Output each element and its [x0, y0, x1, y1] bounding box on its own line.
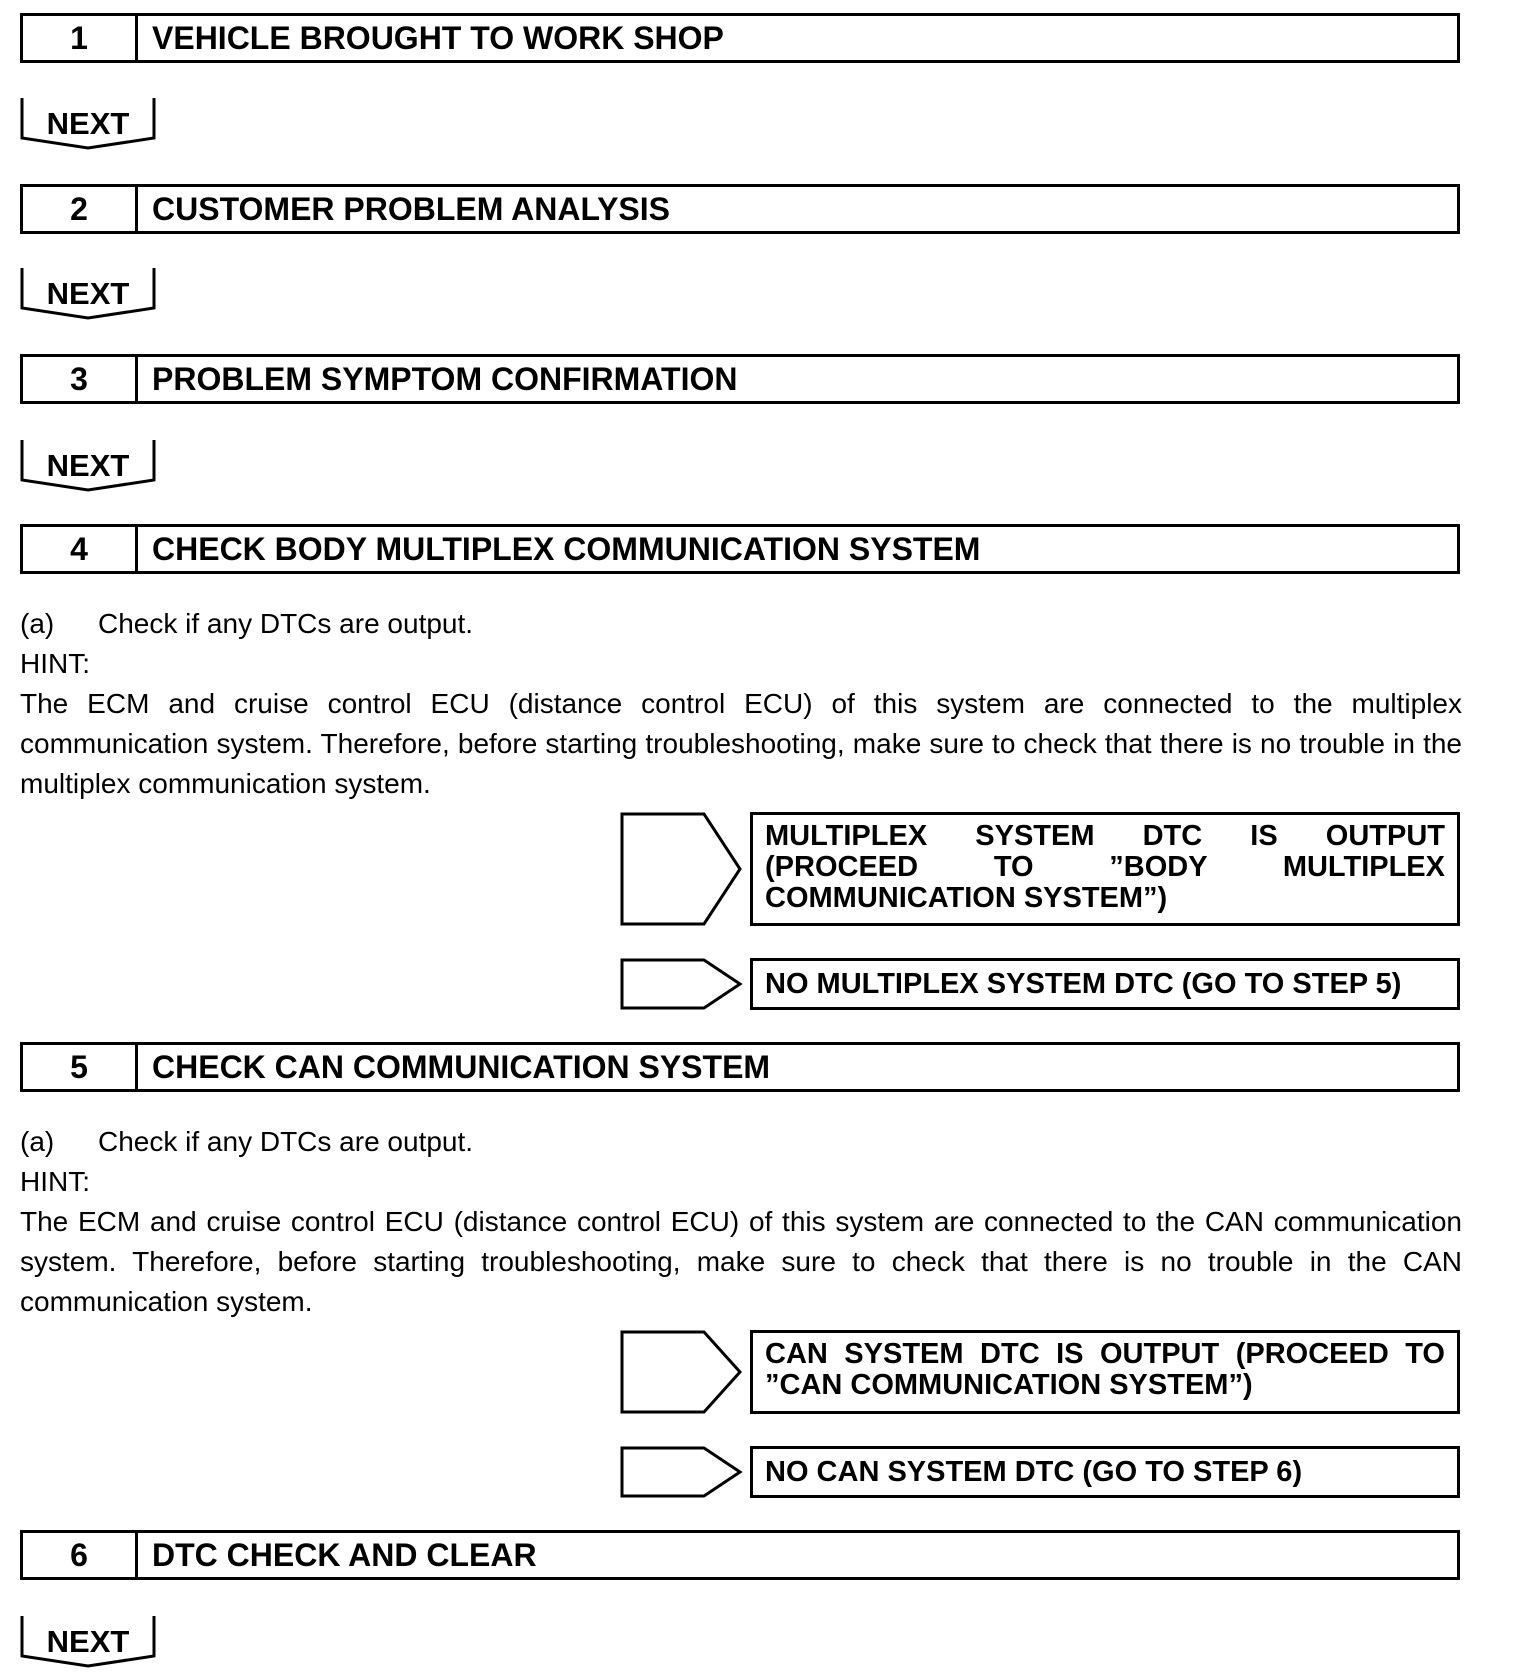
next-marker [20, 440, 156, 492]
step-3-header [20, 354, 1460, 404]
check-item [20, 604, 1462, 644]
item-text: Check if any DTCs are output. [98, 608, 474, 639]
result-text: MULTIPLEX SYSTEM DTC IS OUTPUT (PROCEED TO ”BODY MULTIPLEX COMMUNICATION SYSTEM”) [765, 820, 1445, 914]
item-label: (a) [20, 1126, 55, 1157]
step-title: CHECK BODY MULTIPLEX COMMUNICATION SYSTEM [152, 530, 981, 567]
step-1-header [20, 13, 1460, 63]
step-4-header [20, 524, 1460, 574]
result-arrow-icon [620, 812, 744, 926]
step-number: 1 [23, 16, 138, 60]
next-marker [20, 268, 156, 320]
next-label: NEXT [46, 276, 130, 311]
result-text: NO MULTIPLEX SYSTEM DTC (GO TO STEP 5) [765, 967, 1402, 1000]
step-title: CHECK CAN COMMUNICATION SYSTEM [152, 1048, 771, 1085]
step-2-header [20, 184, 1460, 234]
result-text: NO CAN SYSTEM DTC (GO TO STEP 6) [765, 1455, 1303, 1488]
next-label: NEXT [46, 1624, 130, 1659]
result-box-dtc-output [750, 812, 1460, 926]
item-text: Check if any DTCs are output. [98, 1126, 474, 1157]
step-5-body [20, 1122, 1462, 1322]
step-number: 6 [23, 1533, 138, 1577]
next-label: NEXT [46, 106, 130, 141]
step-number: 3 [23, 357, 138, 401]
step-title: DTC CHECK AND CLEAR [152, 1536, 537, 1573]
result-arrow-icon [620, 958, 744, 1010]
step-4-body [20, 604, 1462, 804]
result-box-dtc-output [750, 1330, 1460, 1414]
result-text: CAN SYSTEM DTC IS OUTPUT (PROCEED TO ”CAN COMMUNICATION SYSTEM”) [765, 1338, 1445, 1401]
step-title: VEHICLE BROUGHT TO WORK SHOP [152, 19, 724, 56]
item-label: (a) [20, 608, 55, 639]
result-box-no-dtc [750, 958, 1460, 1010]
hint-label: HINT: [20, 648, 90, 679]
result-arrow-icon [620, 1330, 744, 1414]
result-arrow-icon [620, 1446, 744, 1498]
next-marker [20, 1616, 156, 1668]
result-box-no-dtc [750, 1446, 1460, 1498]
step-number: 5 [23, 1045, 138, 1089]
next-marker [20, 98, 156, 150]
step-6-header [20, 1530, 1460, 1580]
step-number: 2 [23, 187, 138, 231]
step-number: 4 [23, 527, 138, 571]
next-label: NEXT [46, 448, 130, 483]
check-item [20, 1122, 1462, 1162]
hint-label: HINT: [20, 1166, 90, 1197]
step-5-header [20, 1042, 1460, 1092]
step-title: CUSTOMER PROBLEM ANALYSIS [152, 190, 670, 227]
hint-text: The ECM and cruise control ECU (distance control ECU) of this system are connected to the CAN communication system. Therefore, before starting troubleshooting, make sure to check that there is no trouble in the CAN communication system. [20, 1206, 1462, 1317]
step-title: PROBLEM SYMPTOM CONFIRMATION [152, 360, 738, 397]
hint-text: The ECM and cruise control ECU (distance control ECU) of this system are connected to the multiplex communication system. Therefore, before starting troubleshooting, make sure to check that there is no trouble in the multiplex communication system. [20, 688, 1462, 799]
